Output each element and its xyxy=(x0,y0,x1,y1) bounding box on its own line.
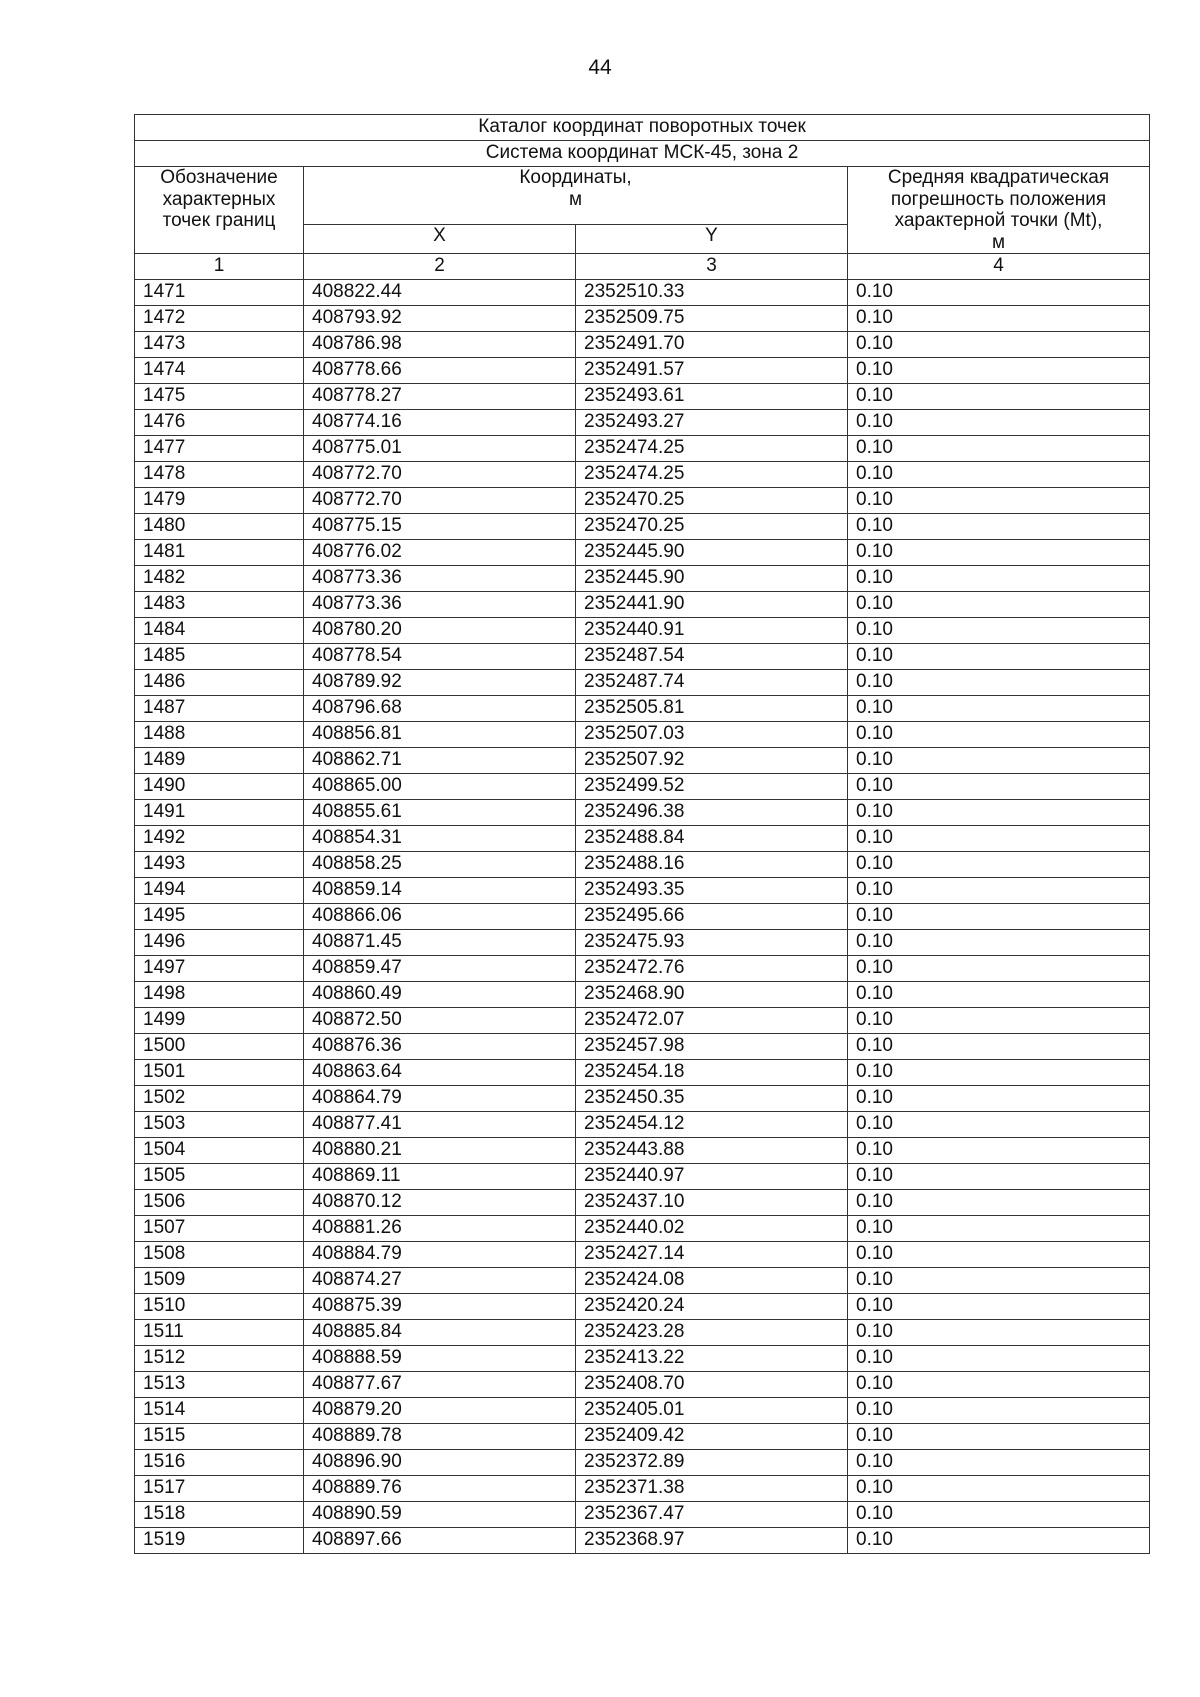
point-id-cell: 1517 xyxy=(135,1476,304,1502)
header-x: X xyxy=(304,224,576,253)
page-number: 44 xyxy=(588,56,612,79)
y-coordinate-cell: 2352423.28 xyxy=(576,1320,848,1346)
x-coordinate-cell: 408884.79 xyxy=(304,1242,576,1268)
point-id-cell: 1479 xyxy=(135,488,304,514)
y-coordinate-cell: 2352454.12 xyxy=(576,1112,848,1138)
y-coordinate-cell: 2352367.47 xyxy=(576,1502,848,1528)
x-coordinate-cell: 408772.70 xyxy=(304,462,576,488)
x-coordinate-cell: 408896.90 xyxy=(304,1450,576,1476)
header-row xyxy=(135,167,1150,225)
table-row xyxy=(135,722,1150,748)
point-id-cell: 1507 xyxy=(135,1216,304,1242)
x-coordinate-cell: 408875.39 xyxy=(304,1294,576,1320)
table-row xyxy=(135,1372,1150,1398)
x-coordinate-cell: 408885.84 xyxy=(304,1320,576,1346)
error-cell: 0.10 xyxy=(848,904,1150,930)
point-id-cell: 1474 xyxy=(135,358,304,384)
point-id-cell: 1472 xyxy=(135,306,304,332)
table-row xyxy=(135,1060,1150,1086)
table-row xyxy=(135,1034,1150,1060)
y-coordinate-cell: 2352441.90 xyxy=(576,592,848,618)
error-cell: 0.10 xyxy=(848,514,1150,540)
y-coordinate-cell: 2352509.75 xyxy=(576,306,848,332)
y-coordinate-cell: 2352427.14 xyxy=(576,1242,848,1268)
point-id-cell: 1504 xyxy=(135,1138,304,1164)
coordinate-system-row xyxy=(135,141,1150,167)
header-line: Обозначение xyxy=(160,167,278,188)
error-cell: 0.10 xyxy=(848,1034,1150,1060)
x-coordinate-cell: 408876.36 xyxy=(304,1034,576,1060)
error-cell: 0.10 xyxy=(848,826,1150,852)
table-row xyxy=(135,956,1150,982)
table-row xyxy=(135,384,1150,410)
header-line: м xyxy=(991,231,1006,253)
x-coordinate-cell: 408877.41 xyxy=(304,1112,576,1138)
error-cell: 0.10 xyxy=(848,774,1150,800)
x-coordinate-cell: 408888.59 xyxy=(304,1346,576,1372)
error-cell: 0.10 xyxy=(848,644,1150,670)
y-coordinate-cell: 2352443.88 xyxy=(576,1138,848,1164)
table-row xyxy=(135,514,1150,540)
table-row xyxy=(135,1528,1150,1554)
x-coordinate-cell: 408778.27 xyxy=(304,384,576,410)
point-id-cell: 1511 xyxy=(135,1320,304,1346)
y-coordinate-cell: 2352413.22 xyxy=(576,1346,848,1372)
x-coordinate-cell: 408776.02 xyxy=(304,540,576,566)
x-coordinate-cell: 408890.59 xyxy=(304,1502,576,1528)
x-coordinate-cell: 408870.12 xyxy=(304,1190,576,1216)
x-coordinate-cell: 408859.47 xyxy=(304,956,576,982)
y-coordinate-cell: 2352488.84 xyxy=(576,826,848,852)
x-coordinate-cell: 408778.66 xyxy=(304,358,576,384)
point-id-cell: 1510 xyxy=(135,1294,304,1320)
header-line: точек границ xyxy=(162,210,276,231)
error-cell: 0.10 xyxy=(848,1346,1150,1372)
x-coordinate-cell: 408858.25 xyxy=(304,852,576,878)
table-row xyxy=(135,1138,1150,1164)
table-row xyxy=(135,1320,1150,1346)
table-row xyxy=(135,1346,1150,1372)
column-number: 3 xyxy=(576,254,848,280)
error-cell: 0.10 xyxy=(848,696,1150,722)
x-coordinate-cell: 408897.66 xyxy=(304,1528,576,1554)
point-id-cell: 1487 xyxy=(135,696,304,722)
table-row xyxy=(135,566,1150,592)
y-coordinate-cell: 2352491.57 xyxy=(576,358,848,384)
table-row xyxy=(135,410,1150,436)
table-row xyxy=(135,540,1150,566)
table-row xyxy=(135,332,1150,358)
y-coordinate-cell: 2352474.25 xyxy=(576,436,848,462)
column-number: 4 xyxy=(848,254,1150,280)
x-coordinate-cell: 408869.11 xyxy=(304,1164,576,1190)
point-id-cell: 1488 xyxy=(135,722,304,748)
error-cell: 0.10 xyxy=(848,1372,1150,1398)
x-coordinate-cell: 408872.50 xyxy=(304,1008,576,1034)
error-cell: 0.10 xyxy=(848,1138,1150,1164)
error-cell: 0.10 xyxy=(848,1112,1150,1138)
x-coordinate-cell: 408860.49 xyxy=(304,982,576,1008)
table-row xyxy=(135,826,1150,852)
table-row xyxy=(135,436,1150,462)
table-row xyxy=(135,488,1150,514)
point-id-cell: 1503 xyxy=(135,1112,304,1138)
table-row xyxy=(135,774,1150,800)
header-line: погрешность положения xyxy=(890,188,1107,210)
point-id-cell: 1497 xyxy=(135,956,304,982)
y-coordinate-cell: 2352445.90 xyxy=(576,540,848,566)
error-cell: 0.10 xyxy=(848,1450,1150,1476)
point-id-cell: 1498 xyxy=(135,982,304,1008)
y-coordinate-cell: 2352445.90 xyxy=(576,566,848,592)
error-cell: 0.10 xyxy=(848,670,1150,696)
x-coordinate-cell: 408773.36 xyxy=(304,592,576,618)
error-cell: 0.10 xyxy=(848,540,1150,566)
error-cell: 0.10 xyxy=(848,1164,1150,1190)
x-coordinate-cell: 408866.06 xyxy=(304,904,576,930)
y-coordinate-cell: 2352495.66 xyxy=(576,904,848,930)
error-cell: 0.10 xyxy=(848,1320,1150,1346)
error-cell: 0.10 xyxy=(848,956,1150,982)
x-coordinate-cell: 408880.21 xyxy=(304,1138,576,1164)
table-row xyxy=(135,1268,1150,1294)
x-coordinate-cell: 408775.15 xyxy=(304,514,576,540)
y-coordinate-cell: 2352507.03 xyxy=(576,722,848,748)
point-id-cell: 1519 xyxy=(135,1528,304,1554)
table-row xyxy=(135,1424,1150,1450)
error-cell: 0.10 xyxy=(848,930,1150,956)
y-coordinate-cell: 2352487.54 xyxy=(576,644,848,670)
header-line: характерных xyxy=(162,188,276,210)
error-cell: 0.10 xyxy=(848,852,1150,878)
error-cell: 0.10 xyxy=(848,1216,1150,1242)
y-coordinate-cell: 2352420.24 xyxy=(576,1294,848,1320)
x-coordinate-cell: 408864.79 xyxy=(304,1086,576,1112)
point-id-cell: 1505 xyxy=(135,1164,304,1190)
table-row xyxy=(135,930,1150,956)
point-id-cell: 1501 xyxy=(135,1060,304,1086)
point-id-cell: 1515 xyxy=(135,1424,304,1450)
error-cell: 0.10 xyxy=(848,306,1150,332)
point-id-cell: 1516 xyxy=(135,1450,304,1476)
error-cell: 0.10 xyxy=(848,1242,1150,1268)
error-cell: 0.10 xyxy=(848,982,1150,1008)
header-line: Средняя квадратическая xyxy=(887,167,1110,188)
point-id-cell: 1482 xyxy=(135,566,304,592)
point-id-cell: 1508 xyxy=(135,1242,304,1268)
x-coordinate-cell: 408789.92 xyxy=(304,670,576,696)
point-id-cell: 1496 xyxy=(135,930,304,956)
x-coordinate-cell: 408855.61 xyxy=(304,800,576,826)
error-cell: 0.10 xyxy=(848,280,1150,306)
point-id-cell: 1481 xyxy=(135,540,304,566)
y-coordinate-cell: 2352507.92 xyxy=(576,748,848,774)
table-row xyxy=(135,462,1150,488)
error-cell: 0.10 xyxy=(848,566,1150,592)
error-cell: 0.10 xyxy=(848,1008,1150,1034)
point-id-cell: 1477 xyxy=(135,436,304,462)
table-row xyxy=(135,852,1150,878)
table-row xyxy=(135,1164,1150,1190)
x-coordinate-cell: 408865.00 xyxy=(304,774,576,800)
error-cell: 0.10 xyxy=(848,488,1150,514)
table-row xyxy=(135,1112,1150,1138)
point-id-cell: 1483 xyxy=(135,592,304,618)
y-coordinate-cell: 2352470.25 xyxy=(576,514,848,540)
y-coordinate-cell: 2352487.74 xyxy=(576,670,848,696)
x-coordinate-cell: 408793.92 xyxy=(304,306,576,332)
y-coordinate-cell: 2352454.18 xyxy=(576,1060,848,1086)
x-coordinate-cell: 408889.78 xyxy=(304,1424,576,1450)
table-row xyxy=(135,696,1150,722)
column-number: 2 xyxy=(304,254,576,280)
point-id-cell: 1484 xyxy=(135,618,304,644)
x-coordinate-cell: 408863.64 xyxy=(304,1060,576,1086)
y-coordinate-cell: 2352510.33 xyxy=(576,280,848,306)
x-coordinate-cell: 408774.16 xyxy=(304,410,576,436)
x-coordinate-cell: 408859.14 xyxy=(304,878,576,904)
error-cell: 0.10 xyxy=(848,748,1150,774)
error-cell: 0.10 xyxy=(848,722,1150,748)
error-cell: 0.10 xyxy=(848,1528,1150,1554)
point-id-cell: 1512 xyxy=(135,1346,304,1372)
x-coordinate-cell: 408772.70 xyxy=(304,488,576,514)
table-title: Каталог координат поворотных точек xyxy=(135,115,1150,141)
column-number: 1 xyxy=(135,254,304,280)
y-coordinate-cell: 2352491.70 xyxy=(576,332,848,358)
point-id-cell: 1475 xyxy=(135,384,304,410)
header-y: Y xyxy=(576,224,848,253)
y-coordinate-cell: 2352470.25 xyxy=(576,488,848,514)
x-coordinate-cell: 408877.67 xyxy=(304,1372,576,1398)
point-id-cell: 1486 xyxy=(135,670,304,696)
y-coordinate-cell: 2352474.25 xyxy=(576,462,848,488)
error-cell: 0.10 xyxy=(848,618,1150,644)
table-row xyxy=(135,1242,1150,1268)
x-coordinate-cell: 408796.68 xyxy=(304,696,576,722)
error-cell: 0.10 xyxy=(848,1060,1150,1086)
x-coordinate-cell: 408775.01 xyxy=(304,436,576,462)
error-cell: 0.10 xyxy=(848,462,1150,488)
table-row xyxy=(135,1216,1150,1242)
x-coordinate-cell: 408874.27 xyxy=(304,1268,576,1294)
point-id-cell: 1492 xyxy=(135,826,304,852)
table-row xyxy=(135,306,1150,332)
x-coordinate-cell: 408854.31 xyxy=(304,826,576,852)
y-coordinate-cell: 2352408.70 xyxy=(576,1372,848,1398)
error-cell: 0.10 xyxy=(848,592,1150,618)
point-id-cell: 1485 xyxy=(135,644,304,670)
table-row xyxy=(135,982,1150,1008)
point-id-cell: 1499 xyxy=(135,1008,304,1034)
y-coordinate-cell: 2352372.89 xyxy=(576,1450,848,1476)
error-cell: 0.10 xyxy=(848,1294,1150,1320)
point-id-cell: 1478 xyxy=(135,462,304,488)
table-row xyxy=(135,644,1150,670)
error-cell: 0.10 xyxy=(848,1424,1150,1450)
error-cell: 0.10 xyxy=(848,358,1150,384)
table-row xyxy=(135,670,1150,696)
point-id-cell: 1513 xyxy=(135,1372,304,1398)
point-id-cell: 1480 xyxy=(135,514,304,540)
error-cell: 0.10 xyxy=(848,878,1150,904)
y-coordinate-cell: 2352505.81 xyxy=(576,696,848,722)
y-coordinate-cell: 2352499.52 xyxy=(576,774,848,800)
y-coordinate-cell: 2352440.97 xyxy=(576,1164,848,1190)
error-cell: 0.10 xyxy=(848,800,1150,826)
x-coordinate-cell: 408879.20 xyxy=(304,1398,576,1424)
y-coordinate-cell: 2352493.27 xyxy=(576,410,848,436)
table-row xyxy=(135,878,1150,904)
error-cell: 0.10 xyxy=(848,384,1150,410)
error-cell: 0.10 xyxy=(848,1086,1150,1112)
y-coordinate-cell: 2352468.90 xyxy=(576,982,848,1008)
coordinate-catalog-table xyxy=(134,114,1150,1554)
x-coordinate-cell: 408780.20 xyxy=(304,618,576,644)
point-id-cell: 1500 xyxy=(135,1034,304,1060)
error-cell: 0.10 xyxy=(848,1398,1150,1424)
x-coordinate-cell: 408786.98 xyxy=(304,332,576,358)
y-coordinate-cell: 2352450.35 xyxy=(576,1086,848,1112)
point-id-cell: 1491 xyxy=(135,800,304,826)
point-id-cell: 1489 xyxy=(135,748,304,774)
table-row xyxy=(135,904,1150,930)
point-id-cell: 1493 xyxy=(135,852,304,878)
table-row xyxy=(135,1008,1150,1034)
table-row xyxy=(135,280,1150,306)
y-coordinate-cell: 2352440.91 xyxy=(576,618,848,644)
y-coordinate-cell: 2352475.93 xyxy=(576,930,848,956)
table-row xyxy=(135,1502,1150,1528)
point-id-cell: 1490 xyxy=(135,774,304,800)
y-coordinate-cell: 2352493.35 xyxy=(576,878,848,904)
error-cell: 0.10 xyxy=(848,410,1150,436)
y-coordinate-cell: 2352424.08 xyxy=(576,1268,848,1294)
point-id-cell: 1502 xyxy=(135,1086,304,1112)
error-cell: 0.10 xyxy=(848,1502,1150,1528)
header-point-designation xyxy=(135,167,304,254)
error-cell: 0.10 xyxy=(848,1268,1150,1294)
table-row xyxy=(135,1190,1150,1216)
table-row xyxy=(135,1398,1150,1424)
point-id-cell: 1473 xyxy=(135,332,304,358)
header-coordinates xyxy=(304,167,848,225)
y-coordinate-cell: 2352437.10 xyxy=(576,1190,848,1216)
error-cell: 0.10 xyxy=(848,1476,1150,1502)
x-coordinate-cell: 408822.44 xyxy=(304,280,576,306)
x-coordinate-cell: 408889.76 xyxy=(304,1476,576,1502)
point-id-cell: 1471 xyxy=(135,280,304,306)
table-row xyxy=(135,1450,1150,1476)
table-row xyxy=(135,800,1150,826)
table-row xyxy=(135,358,1150,384)
x-coordinate-cell: 408773.36 xyxy=(304,566,576,592)
table-row xyxy=(135,618,1150,644)
y-coordinate-cell: 2352488.16 xyxy=(576,852,848,878)
point-id-cell: 1506 xyxy=(135,1190,304,1216)
error-cell: 0.10 xyxy=(848,332,1150,358)
table-row xyxy=(135,592,1150,618)
header-mean-square-error xyxy=(848,167,1150,254)
x-coordinate-cell: 408862.71 xyxy=(304,748,576,774)
y-coordinate-cell: 2352409.42 xyxy=(576,1424,848,1450)
error-cell: 0.10 xyxy=(848,436,1150,462)
error-cell: 0.10 xyxy=(848,1190,1150,1216)
point-id-cell: 1495 xyxy=(135,904,304,930)
y-coordinate-cell: 2352493.61 xyxy=(576,384,848,410)
point-id-cell: 1476 xyxy=(135,410,304,436)
column-number-row xyxy=(135,254,1150,280)
y-coordinate-cell: 2352472.76 xyxy=(576,956,848,982)
point-id-cell: 1509 xyxy=(135,1268,304,1294)
header-line: м xyxy=(568,188,583,210)
x-coordinate-cell: 408881.26 xyxy=(304,1216,576,1242)
y-coordinate-cell: 2352472.07 xyxy=(576,1008,848,1034)
x-coordinate-cell: 408778.54 xyxy=(304,644,576,670)
table-title-row xyxy=(135,115,1150,141)
point-id-cell: 1514 xyxy=(135,1398,304,1424)
table-row xyxy=(135,1086,1150,1112)
table-row xyxy=(135,1294,1150,1320)
table-row xyxy=(135,748,1150,774)
table-row xyxy=(135,1476,1150,1502)
y-coordinate-cell: 2352440.02 xyxy=(576,1216,848,1242)
point-id-cell: 1518 xyxy=(135,1502,304,1528)
y-coordinate-cell: 2352368.97 xyxy=(576,1528,848,1554)
header-line: Координаты, xyxy=(519,167,632,188)
y-coordinate-cell: 2352371.38 xyxy=(576,1476,848,1502)
y-coordinate-cell: 2352496.38 xyxy=(576,800,848,826)
y-coordinate-cell: 2352457.98 xyxy=(576,1034,848,1060)
coordinate-system: Система координат МСК-45, зона 2 xyxy=(135,141,1150,167)
x-coordinate-cell: 408856.81 xyxy=(304,722,576,748)
x-coordinate-cell: 408871.45 xyxy=(304,930,576,956)
header-line: характерной точки (Mt), xyxy=(894,210,1103,231)
y-coordinate-cell: 2352405.01 xyxy=(576,1398,848,1424)
point-id-cell: 1494 xyxy=(135,878,304,904)
